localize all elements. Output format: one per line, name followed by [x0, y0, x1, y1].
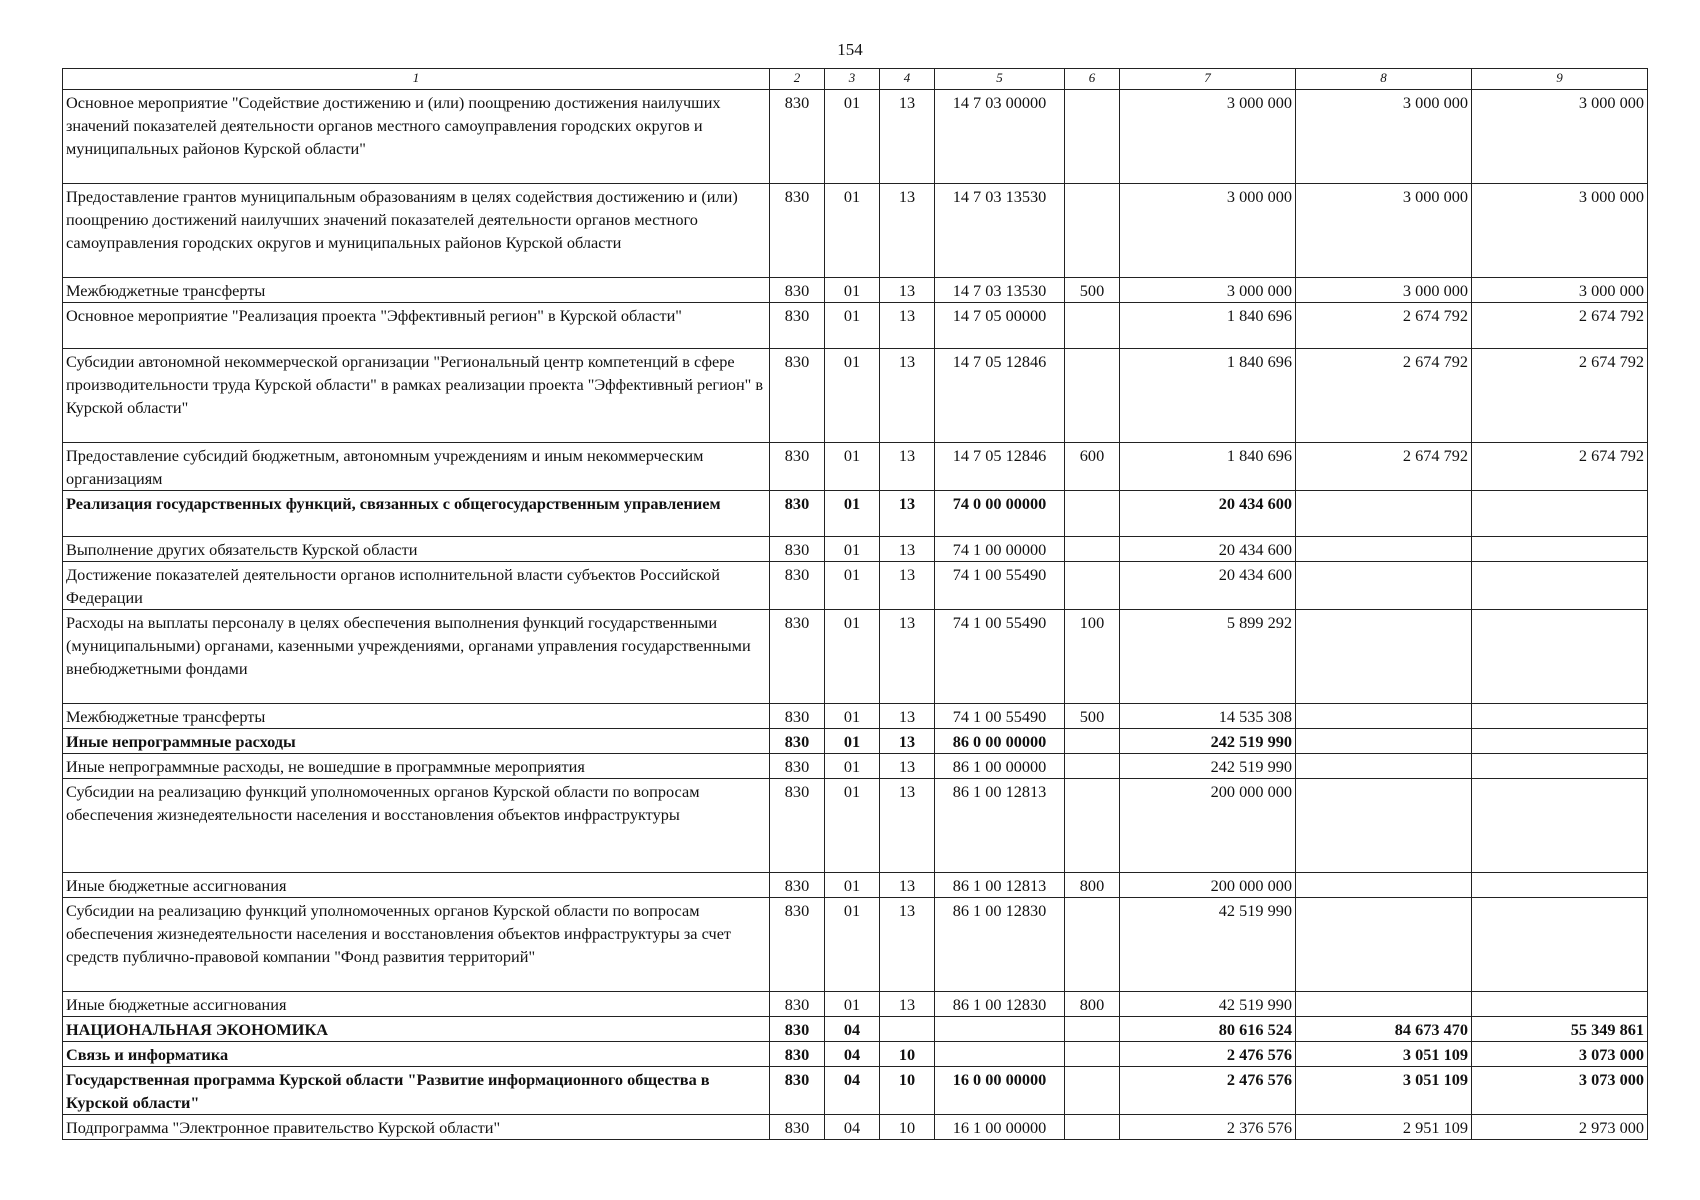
- item-name-cell: Субсидии на реализацию функций уполномоченных органов Курской области по вопросам обеспечения жизнедеятельности населения и восстановления объектов инфраструктуры за счет средств публично-правовой компании "Фонд развития территорий": [63, 898, 770, 992]
- column-header: 5: [935, 69, 1065, 90]
- section-code-cell: 01: [825, 610, 880, 704]
- amount-year2-cell: [1296, 754, 1472, 779]
- expense-type-cell: 600: [1065, 443, 1120, 491]
- item-name-cell: Достижение показателей деятельности органов исполнительной власти субъектов Российской Федерации: [63, 562, 770, 610]
- expense-type-cell: [1065, 303, 1120, 349]
- item-name-cell: Межбюджетные трансферты: [63, 278, 770, 303]
- subsection-code-cell: 13: [880, 754, 935, 779]
- amount-year2-cell: [1296, 992, 1472, 1017]
- subsection-code-cell: 13: [880, 873, 935, 898]
- expense-type-cell: [1065, 1115, 1120, 1140]
- subsection-code-cell: 13: [880, 992, 935, 1017]
- target-article-cell: 14 7 03 13530: [935, 184, 1065, 278]
- admin-code-cell: 830: [770, 754, 825, 779]
- item-name-cell: Расходы на выплаты персоналу в целях обеспечения выполнения функций государственными (муниципальными) органами, казенными учреждениями, органами управления государственными внебюджетными фондами: [63, 610, 770, 704]
- item-name-cell: Реализация государственных функций, связанных с общегосударственным управлением: [63, 491, 770, 537]
- item-name-cell: Выполнение других обязательств Курской области: [63, 537, 770, 562]
- expense-type-cell: [1065, 1067, 1120, 1115]
- amount-year3-cell: [1472, 898, 1648, 992]
- column-header: 7: [1120, 69, 1296, 90]
- target-article-cell: [935, 1042, 1065, 1067]
- amount-year3-cell: [1472, 992, 1648, 1017]
- target-article-cell: [935, 1017, 1065, 1042]
- admin-code-cell: 830: [770, 1115, 825, 1140]
- subsection-code-cell: 13: [880, 779, 935, 873]
- admin-code-cell: 830: [770, 562, 825, 610]
- admin-code-cell: 830: [770, 349, 825, 443]
- admin-code-cell: 830: [770, 729, 825, 754]
- expense-type-cell: 500: [1065, 704, 1120, 729]
- admin-code-cell: 830: [770, 992, 825, 1017]
- amount-year2-cell: 3 051 109: [1296, 1067, 1472, 1115]
- subsection-code-cell: 13: [880, 303, 935, 349]
- target-article-cell: 86 0 00 00000: [935, 729, 1065, 754]
- amount-year2-cell: [1296, 610, 1472, 704]
- expense-type-cell: 500: [1065, 278, 1120, 303]
- amount-year3-cell: [1472, 537, 1648, 562]
- section-code-cell: 01: [825, 443, 880, 491]
- subsection-code-cell: 13: [880, 610, 935, 704]
- amount-year2-cell: 2 674 792: [1296, 443, 1472, 491]
- amount-year1-cell: 1 840 696: [1120, 303, 1296, 349]
- budget-table: [62, 68, 1648, 1140]
- expense-type-cell: [1065, 898, 1120, 992]
- item-name-cell: Предоставление грантов муниципальным образованиям в целях содействия достижению и (или) поощрению достижений наилучших значений показателей деятельности органов местного самоуправления городских округов и муниципальных районов Курской области: [63, 184, 770, 278]
- admin-code-cell: 830: [770, 1017, 825, 1042]
- admin-code-cell: 830: [770, 873, 825, 898]
- expense-type-cell: 800: [1065, 992, 1120, 1017]
- section-code-cell: 01: [825, 704, 880, 729]
- amount-year1-cell: 2 476 576: [1120, 1067, 1296, 1115]
- column-header: 9: [1472, 69, 1648, 90]
- section-code-cell: 01: [825, 898, 880, 992]
- page-number: 154: [837, 40, 863, 59]
- table-row: [63, 303, 1648, 349]
- subsection-code-cell: 13: [880, 278, 935, 303]
- column-header: 4: [880, 69, 935, 90]
- table-row: [63, 90, 1648, 184]
- section-code-cell: 04: [825, 1067, 880, 1115]
- amount-year1-cell: 20 434 600: [1120, 491, 1296, 537]
- item-name-cell: Иные бюджетные ассигнования: [63, 992, 770, 1017]
- amount-year3-cell: 2 973 000: [1472, 1115, 1648, 1140]
- admin-code-cell: 830: [770, 610, 825, 704]
- target-article-cell: 74 1 00 00000: [935, 537, 1065, 562]
- expense-type-cell: [1065, 90, 1120, 184]
- section-code-cell: 04: [825, 1115, 880, 1140]
- section-code-cell: 01: [825, 537, 880, 562]
- amount-year3-cell: 3 000 000: [1472, 278, 1648, 303]
- expense-type-cell: [1065, 729, 1120, 754]
- column-header: 8: [1296, 69, 1472, 90]
- target-article-cell: 16 0 00 00000: [935, 1067, 1065, 1115]
- table-row: [63, 349, 1648, 443]
- amount-year3-cell: [1472, 779, 1648, 873]
- expense-type-cell: 800: [1065, 873, 1120, 898]
- admin-code-cell: 830: [770, 1067, 825, 1115]
- column-number-header-row: [63, 69, 1648, 90]
- expense-type-cell: [1065, 1042, 1120, 1067]
- amount-year3-cell: [1472, 729, 1648, 754]
- amount-year1-cell: 1 840 696: [1120, 349, 1296, 443]
- section-code-cell: 04: [825, 1042, 880, 1067]
- amount-year2-cell: [1296, 491, 1472, 537]
- subsection-code-cell: 13: [880, 537, 935, 562]
- admin-code-cell: 830: [770, 90, 825, 184]
- amount-year2-cell: 3 051 109: [1296, 1042, 1472, 1067]
- subsection-code-cell: 13: [880, 184, 935, 278]
- table-row: [63, 1115, 1648, 1140]
- amount-year1-cell: 5 899 292: [1120, 610, 1296, 704]
- table-body: [63, 90, 1648, 1140]
- amount-year3-cell: 55 349 861: [1472, 1017, 1648, 1042]
- item-name-cell: Межбюджетные трансферты: [63, 704, 770, 729]
- section-code-cell: 01: [825, 491, 880, 537]
- amount-year3-cell: 3 000 000: [1472, 90, 1648, 184]
- subsection-code-cell: 13: [880, 562, 935, 610]
- table-row: [63, 992, 1648, 1017]
- section-code-cell: 01: [825, 278, 880, 303]
- amount-year1-cell: 20 434 600: [1120, 562, 1296, 610]
- target-article-cell: 14 7 05 12846: [935, 443, 1065, 491]
- target-article-cell: 14 7 05 00000: [935, 303, 1065, 349]
- table-row: [63, 898, 1648, 992]
- subsection-code-cell: 13: [880, 729, 935, 754]
- table-row: [63, 537, 1648, 562]
- expense-type-cell: [1065, 491, 1120, 537]
- column-header: 6: [1065, 69, 1120, 90]
- admin-code-cell: 830: [770, 898, 825, 992]
- target-article-cell: 86 1 00 12830: [935, 992, 1065, 1017]
- column-header: 2: [770, 69, 825, 90]
- admin-code-cell: 830: [770, 1042, 825, 1067]
- expense-type-cell: [1065, 779, 1120, 873]
- amount-year1-cell: 200 000 000: [1120, 779, 1296, 873]
- amount-year3-cell: 3 073 000: [1472, 1042, 1648, 1067]
- amount-year3-cell: [1472, 754, 1648, 779]
- expense-type-cell: [1065, 184, 1120, 278]
- item-name-cell: Основное мероприятие "Содействие достижению и (или) поощрению достижения наилучших значений показателей деятельности органов местного самоуправления городских округов и муниципальных районов Курской области": [63, 90, 770, 184]
- amount-year1-cell: 14 535 308: [1120, 704, 1296, 729]
- expense-type-cell: [1065, 562, 1120, 610]
- target-article-cell: 74 0 00 00000: [935, 491, 1065, 537]
- amount-year3-cell: 2 674 792: [1472, 349, 1648, 443]
- section-code-cell: 01: [825, 90, 880, 184]
- amount-year2-cell: [1296, 898, 1472, 992]
- amount-year2-cell: [1296, 562, 1472, 610]
- table-row: [63, 1042, 1648, 1067]
- target-article-cell: 86 1 00 12813: [935, 779, 1065, 873]
- amount-year2-cell: [1296, 704, 1472, 729]
- target-article-cell: 14 7 03 00000: [935, 90, 1065, 184]
- section-code-cell: 04: [825, 1017, 880, 1042]
- item-name-cell: Иные непрограммные расходы, не вошедшие в программные мероприятия: [63, 754, 770, 779]
- table-row: [63, 184, 1648, 278]
- amount-year3-cell: [1472, 873, 1648, 898]
- section-code-cell: 01: [825, 754, 880, 779]
- amount-year2-cell: [1296, 537, 1472, 562]
- amount-year1-cell: 1 840 696: [1120, 443, 1296, 491]
- amount-year2-cell: 2 674 792: [1296, 303, 1472, 349]
- column-header: 1: [63, 69, 770, 90]
- table-row: [63, 704, 1648, 729]
- section-code-cell: 01: [825, 349, 880, 443]
- subsection-code-cell: 13: [880, 491, 935, 537]
- column-header: 3: [825, 69, 880, 90]
- amount-year1-cell: 42 519 990: [1120, 992, 1296, 1017]
- admin-code-cell: 830: [770, 779, 825, 873]
- admin-code-cell: 830: [770, 491, 825, 537]
- table-row: [63, 1067, 1648, 1115]
- expense-type-cell: [1065, 754, 1120, 779]
- table-row: [63, 873, 1648, 898]
- amount-year1-cell: 2 476 576: [1120, 1042, 1296, 1067]
- section-code-cell: 01: [825, 184, 880, 278]
- amount-year1-cell: 80 616 524: [1120, 1017, 1296, 1042]
- target-article-cell: 74 1 00 55490: [935, 704, 1065, 729]
- subsection-code-cell: [880, 1017, 935, 1042]
- amount-year3-cell: [1472, 704, 1648, 729]
- target-article-cell: 86 1 00 12813: [935, 873, 1065, 898]
- section-code-cell: 01: [825, 779, 880, 873]
- table-row: [63, 610, 1648, 704]
- amount-year1-cell: 3 000 000: [1120, 278, 1296, 303]
- target-article-cell: 74 1 00 55490: [935, 610, 1065, 704]
- admin-code-cell: 830: [770, 704, 825, 729]
- item-name-cell: Иные непрограммные расходы: [63, 729, 770, 754]
- item-name-cell: Предоставление субсидий бюджетным, автономным учреждениям и иным некоммерческим организациям: [63, 443, 770, 491]
- section-code-cell: 01: [825, 873, 880, 898]
- admin-code-cell: 830: [770, 278, 825, 303]
- section-code-cell: 01: [825, 992, 880, 1017]
- table-row: [63, 278, 1648, 303]
- table-row: [63, 443, 1648, 491]
- amount-year2-cell: 2 951 109: [1296, 1115, 1472, 1140]
- amount-year2-cell: 84 673 470: [1296, 1017, 1472, 1042]
- amount-year2-cell: 3 000 000: [1296, 184, 1472, 278]
- amount-year3-cell: [1472, 610, 1648, 704]
- amount-year1-cell: 20 434 600: [1120, 537, 1296, 562]
- amount-year3-cell: [1472, 491, 1648, 537]
- amount-year1-cell: 3 000 000: [1120, 184, 1296, 278]
- admin-code-cell: 830: [770, 184, 825, 278]
- subsection-code-cell: 13: [880, 898, 935, 992]
- section-code-cell: 01: [825, 303, 880, 349]
- table-row: [63, 754, 1648, 779]
- amount-year1-cell: 2 376 576: [1120, 1115, 1296, 1140]
- subsection-code-cell: 13: [880, 704, 935, 729]
- subsection-code-cell: 10: [880, 1115, 935, 1140]
- expense-type-cell: [1065, 349, 1120, 443]
- table-row: [63, 729, 1648, 754]
- item-name-cell: Иные бюджетные ассигнования: [63, 873, 770, 898]
- section-code-cell: 01: [825, 562, 880, 610]
- item-name-cell: Субсидии автономной некоммерческой организации "Региональный центр компетенций в сфере производительности труда Курской области" в рамках реализации проекта "Эффективный регион" в Курской области": [63, 349, 770, 443]
- target-article-cell: 86 1 00 00000: [935, 754, 1065, 779]
- amount-year3-cell: 3 000 000: [1472, 184, 1648, 278]
- item-name-cell: Подпрограмма "Электронное правительство Курской области": [63, 1115, 770, 1140]
- admin-code-cell: 830: [770, 537, 825, 562]
- item-name-cell: НАЦИОНАЛЬНАЯ ЭКОНОМИКА: [63, 1017, 770, 1042]
- subsection-code-cell: 10: [880, 1067, 935, 1115]
- expense-type-cell: [1065, 537, 1120, 562]
- subsection-code-cell: 13: [880, 349, 935, 443]
- subsection-code-cell: 13: [880, 90, 935, 184]
- table-row: [63, 779, 1648, 873]
- target-article-cell: 14 7 03 13530: [935, 278, 1065, 303]
- amount-year2-cell: 3 000 000: [1296, 278, 1472, 303]
- amount-year2-cell: [1296, 779, 1472, 873]
- amount-year2-cell: 3 000 000: [1296, 90, 1472, 184]
- expense-type-cell: [1065, 1017, 1120, 1042]
- admin-code-cell: 830: [770, 443, 825, 491]
- amount-year3-cell: 2 674 792: [1472, 443, 1648, 491]
- amount-year1-cell: 42 519 990: [1120, 898, 1296, 992]
- item-name-cell: Субсидии на реализацию функций уполномоченных органов Курской области по вопросам обеспечения жизнедеятельности населения и восстановления объектов инфраструктуры: [63, 779, 770, 873]
- subsection-code-cell: 13: [880, 443, 935, 491]
- target-article-cell: 14 7 05 12846: [935, 349, 1065, 443]
- table-row: [63, 1017, 1648, 1042]
- amount-year2-cell: [1296, 729, 1472, 754]
- item-name-cell: Связь и информатика: [63, 1042, 770, 1067]
- item-name-cell: Основное мероприятие "Реализация проекта "Эффективный регион" в Курской области": [63, 303, 770, 349]
- amount-year2-cell: 2 674 792: [1296, 349, 1472, 443]
- table-row: [63, 562, 1648, 610]
- amount-year1-cell: 242 519 990: [1120, 754, 1296, 779]
- amount-year3-cell: 3 073 000: [1472, 1067, 1648, 1115]
- amount-year1-cell: 3 000 000: [1120, 90, 1296, 184]
- amount-year3-cell: 2 674 792: [1472, 303, 1648, 349]
- item-name-cell: Государственная программа Курской области "Развитие информационного общества в Курской области": [63, 1067, 770, 1115]
- expense-type-cell: 100: [1065, 610, 1120, 704]
- section-code-cell: 01: [825, 729, 880, 754]
- target-article-cell: 86 1 00 12830: [935, 898, 1065, 992]
- target-article-cell: 16 1 00 00000: [935, 1115, 1065, 1140]
- amount-year1-cell: 200 000 000: [1120, 873, 1296, 898]
- amount-year1-cell: 242 519 990: [1120, 729, 1296, 754]
- subsection-code-cell: 10: [880, 1042, 935, 1067]
- amount-year2-cell: [1296, 873, 1472, 898]
- table-row: [63, 491, 1648, 537]
- amount-year3-cell: [1472, 562, 1648, 610]
- target-article-cell: 74 1 00 55490: [935, 562, 1065, 610]
- admin-code-cell: 830: [770, 303, 825, 349]
